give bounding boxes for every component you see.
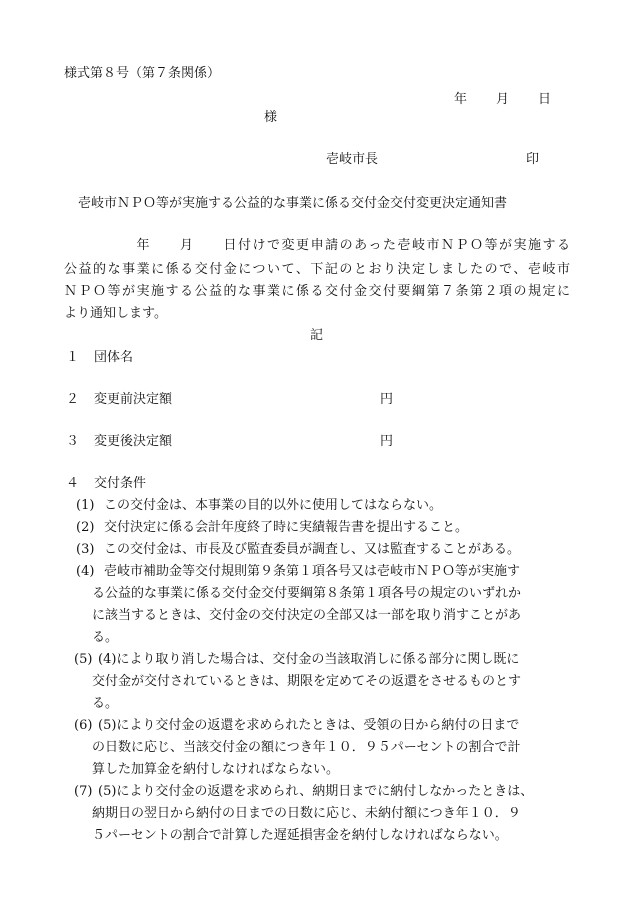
item-label: 団体名 xyxy=(94,350,134,365)
condition-text: に該当するときは、交付金の交付決定の全部又は一部を取り消すことがあ xyxy=(92,608,522,623)
body-line: より通知します。 xyxy=(64,306,167,321)
condition-number: (7) xyxy=(74,784,93,799)
condition-number: (2) xyxy=(76,520,95,535)
condition-text: 交付金が交付されているときは、期限を定めてその返還をさせるものとす xyxy=(92,674,522,689)
condition-text: 交付決定に係る会計年度終了時に実績報告書を提出すること。 xyxy=(104,520,469,535)
condition-text: ５パーセントの割合で計算した遅延損害金を納付しなければならない。 xyxy=(92,828,508,843)
body-line: 年 月 日付けで変更申請のあった壱岐市ＮＰＯ等が実施する xyxy=(64,238,570,253)
condition-number: (3) xyxy=(76,542,95,557)
item-label: 交付条件 xyxy=(94,476,147,491)
condition-text: る公益的な事業に係る交付金交付要綱第８条第１項各号の規定のいずれか xyxy=(92,586,522,601)
date-year-label: 年 xyxy=(454,92,468,107)
seal-mark: 印 xyxy=(526,152,540,167)
condition-text: る。 xyxy=(92,630,119,645)
item-number: ３ xyxy=(66,434,80,449)
condition-text: この交付金は、本事業の目的以外に使用してはならない。 xyxy=(104,498,443,513)
document-title: 壱岐市ＮＰＯ等が実施する公益的な事業に係る交付金交付変更決定通知書 xyxy=(78,196,508,211)
item-number: １ xyxy=(66,350,80,365)
addressee-suffix: 様 xyxy=(264,110,278,125)
condition-text: 壱岐市補助金等交付規則第９条第１項各号又は壱岐市ＮＰＯ等が実施す xyxy=(104,564,521,579)
condition-text: この交付金は、市長及び監査委員が調査し、又は監査することがある。 xyxy=(104,542,521,557)
yen-unit: 円 xyxy=(380,434,394,449)
condition-text: 算した加算金を納付しなければならない。 xyxy=(92,762,340,777)
body-line: ＮＰＯ等が実施する公益的な事業に係る交付金交付要綱第７条第２項の規定に xyxy=(64,284,570,299)
body-line: 公益的な事業に係る交付金について、下記のとおり決定しましたので、壱岐市 xyxy=(64,262,570,277)
item-number: ２ xyxy=(66,392,80,407)
condition-text: 納期日の翌日から納付の日までの日数に応じ、未納付額につき年１０．９ xyxy=(92,806,521,821)
item-label: 変更後決定額 xyxy=(94,434,173,449)
condition-number: (4) xyxy=(76,564,95,579)
form-label: 様式第８号（第７条関係） xyxy=(64,66,221,81)
condition-number: (1) xyxy=(76,498,95,513)
condition-text: の日数に応じ、当該交付金の額につき年１０．９５パーセントの割合で計 xyxy=(92,740,521,755)
item-label: 変更前決定額 xyxy=(94,392,173,407)
condition-text: (5)により交付金の返還を求められたときは、受領の日から納付の日まで xyxy=(98,718,520,733)
ki-heading: 記 xyxy=(310,328,324,343)
condition-text: る。 xyxy=(92,696,119,711)
yen-unit: 円 xyxy=(380,392,394,407)
issuer-name: 壱岐市長 xyxy=(326,152,379,167)
condition-number: (6) xyxy=(74,718,93,733)
item-number: ４ xyxy=(66,476,80,491)
condition-text: (4)により取り消した場合は、交付金の当該取消しに係る部分に関し既に xyxy=(98,652,520,667)
condition-text: (5)により交付金の返還を求められ、納期日までに納付しなかったときは、 xyxy=(98,784,534,799)
condition-number: (5) xyxy=(74,652,93,667)
date-month-label: 月 xyxy=(496,92,510,107)
date-day-label: 日 xyxy=(538,92,552,107)
